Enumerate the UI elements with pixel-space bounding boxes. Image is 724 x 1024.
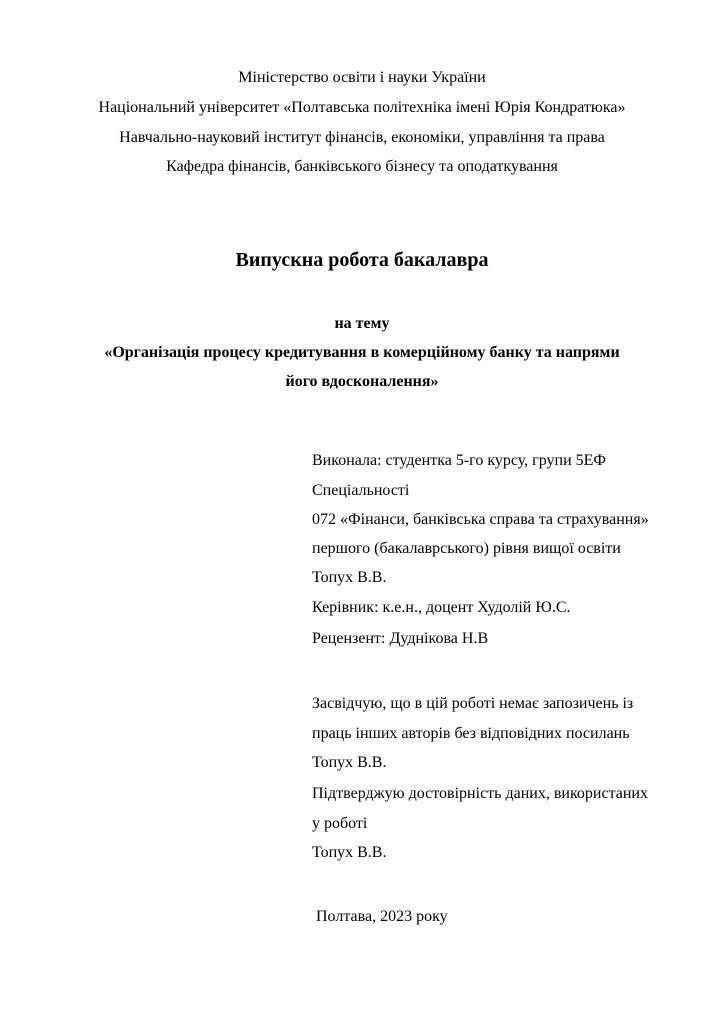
declaration-signature: Топух В.В. (312, 844, 387, 861)
supervisor-line: Керівник: к.е.н., доцент Худолій Ю.С. (312, 599, 571, 616)
author-line: Виконала: студентка 5-го курсу, групи 5ЕФ (312, 452, 607, 469)
university-line: Національний університет «Полтавська політехніка імені Юрія Кондратюка» (98, 99, 626, 116)
author-name: Топух В.В. (312, 569, 387, 586)
declaration-line: праць інших авторів без відповідних посилань (312, 725, 630, 742)
place-year: Полтава, 2023 року (316, 908, 448, 925)
institute-line: Навчально-науковий інститут фінансів, економіки, управління та права (119, 129, 605, 146)
ministry-line: Міністерство освіти і науки України (238, 69, 486, 86)
author-line: першого (бакалаврського) рівня вищої освіти (312, 540, 621, 557)
document-title: Випускна робота бакалавра (235, 249, 489, 271)
author-line: Спеціальності (312, 482, 410, 499)
declaration-line: Підтверджую достовірність даних, використаних (312, 785, 648, 802)
topic-label: на тему (334, 315, 390, 332)
department-line: Кафедра фінансів, банківського бізнесу та оподаткування (166, 158, 558, 175)
topic-line-2: його вдосконалення» (285, 373, 439, 390)
topic-line-1: «Організація процесу кредитування в комерційному банку та напрями (104, 344, 620, 361)
declaration-line: у роботі (312, 815, 368, 832)
declaration-signature: Топух В.В. (312, 754, 387, 771)
author-line: 072 «Фінанси, банківська справа та страхування» (312, 511, 649, 528)
declaration-line: Засвідчую, що в цій роботі немає запозичень із (312, 695, 634, 712)
reviewer-line: Рецензент: Дуднікова Н.В (312, 630, 489, 647)
